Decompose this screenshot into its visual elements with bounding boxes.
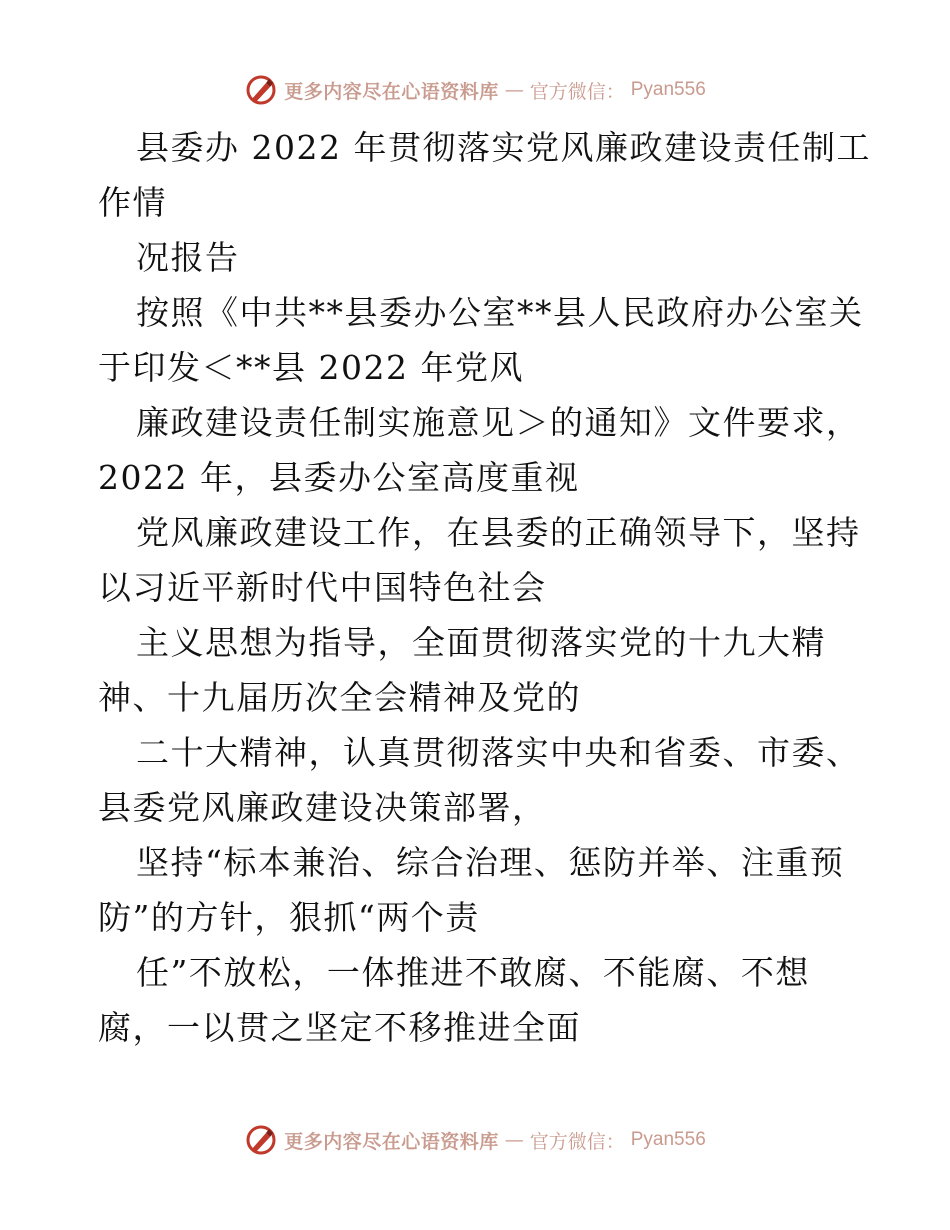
watermark-dash: — (504, 1129, 524, 1151)
body-line: 腐，一以贯之坚定不移推进全面 (98, 1008, 581, 1047)
pen-logo-icon (244, 73, 278, 107)
watermark-dash: — (504, 79, 524, 101)
body-line: 况报告 (136, 238, 240, 277)
body-line: 党风廉政建设工作，在县委的正确领导下，坚持 (136, 513, 861, 552)
body-line: 2022 年，县委办公室高度重视 (98, 458, 580, 497)
header-watermark (0, 70, 950, 110)
watermark-main-text: 更多内容尽在心语资料库 (284, 80, 499, 103)
body-line: 作情 (98, 183, 167, 222)
body-line: 县委办 2022 年贯彻落实党风廉政建设责任制工 (136, 128, 871, 167)
document-body (98, 120, 871, 1055)
pen-logo-icon (244, 1123, 278, 1157)
body-line: 县委党风廉政建设决策部署， (98, 788, 547, 827)
body-line: 廉政建设责任制实施意见＞的通知》文件要求， (136, 403, 861, 442)
body-line: 防”的方针，狠抓“两个责 (98, 898, 480, 937)
body-line: 坚持“标本兼治、综合治理、惩防并举、注重预 (136, 843, 845, 882)
body-line: 于印发＜**县 2022 年党风 (98, 348, 524, 387)
watermark-wechat-id: Pyan556 (630, 1129, 706, 1150)
watermark-main-text: 更多内容尽在心语资料库 (284, 1130, 499, 1153)
body-line: 以习近平新时代中国特色社会 (98, 568, 547, 607)
watermark-wechat-id: Pyan556 (630, 79, 706, 100)
body-line: 主义思想为指导，全面贯彻落实党的十九大精 (136, 623, 826, 662)
body-line: 二十大精神，认真贯彻落实中央和省委、市委、 (136, 733, 861, 772)
footer-watermark (0, 1120, 950, 1160)
body-line: 神、十九届历次全会精神及党的 (98, 678, 581, 717)
watermark-wechat-label: 官方微信： (529, 1130, 625, 1153)
watermark-wechat-label: 官方微信： (529, 80, 625, 103)
body-line: 按照《中共**县委办公室**县人民政府办公室关 (136, 293, 864, 332)
body-line: 任”不放松，一体推进不敢腐、不能腐、不想 (136, 953, 810, 992)
